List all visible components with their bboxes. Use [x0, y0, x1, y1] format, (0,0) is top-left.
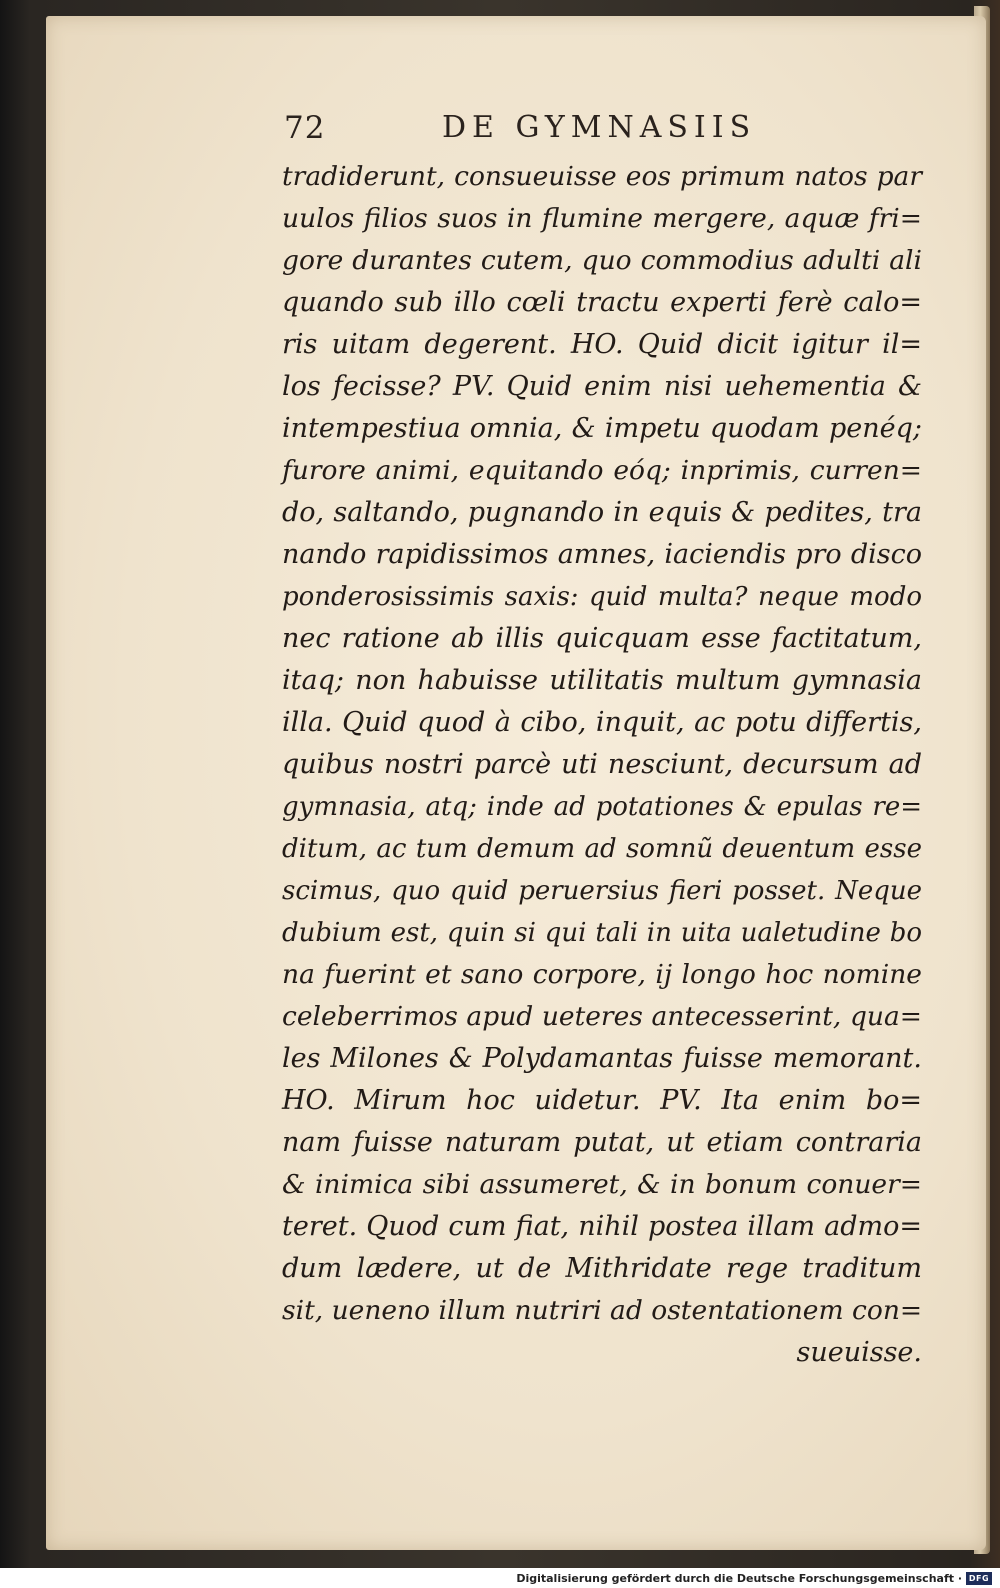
text-line: furore animi, equitando eóq; inprimis, curren= — [282, 455, 922, 486]
text-line: scimus, quo quid peruersius fieri posset. Neque — [282, 876, 922, 906]
text-line: sit, ueneno illum nutriri ad ostentationem con= — [282, 1295, 923, 1326]
text-line: nando rapidissimos amnes, iaciendis pro disco — [282, 539, 922, 570]
text-line: ponderosissimis saxis: quid multa? neque modo — [282, 582, 922, 612]
text-line: teret. Quod cum fiat, nihil postea illam admo= — [282, 1211, 922, 1242]
running-head: DE GYMNASIIS — [442, 110, 757, 145]
funding-credit: Digitalisierung gefördert durch die Deutsche Forschungsgemeinschaft · — [516, 1572, 962, 1585]
text-line: ris uitam degerent. HO. Quid dicit igitur il= — [282, 329, 922, 360]
text-line: tradiderunt, consueuisse eos primum natos par — [282, 161, 922, 192]
text-line: quando sub illo cœli tractu experti ferè calo= — [282, 287, 922, 318]
text-line: ditum, ac tum demum ad somnũ deuentum esse — [282, 834, 922, 864]
text-line: nam fuisse naturam putat, ut etiam contraria — [282, 1127, 922, 1158]
text-line: celeberrimos apud ueteres antecesserint, qua= — [282, 1001, 922, 1032]
body-text — [282, 156, 922, 1374]
text-line: quibus nostri parcè uti nesciunt, decursum ad — [282, 749, 922, 780]
text-line: gore durantes cutem, quo commodius adulti ali — [282, 245, 922, 276]
text-line-final: sueuisse. — [796, 1337, 922, 1368]
text-line: nec ratione ab illis quicquam esse factitatum, — [282, 623, 922, 654]
text-line: HO. Mirum hoc uidetur. PV. Ita enim bo= — [282, 1085, 922, 1116]
page-header — [284, 110, 764, 150]
text-line: & inimica sibi assumeret, & in bonum conuer= — [282, 1169, 922, 1200]
text-line: na fuerint et sano corpore, ij longo hoc nomine — [282, 959, 922, 990]
text-line: dubium est, quin si qui tali in uita ualetudine bo — [282, 918, 922, 948]
text-line: illa. Quid quod à cibo, inquit, ac potu differtis, — [282, 707, 922, 738]
text-line: intempestiua omnia, & impetu quodam penéq; — [282, 413, 922, 444]
text-line: los fecisse? PV. Quid enim nisi uehementia & — [282, 371, 922, 402]
page-number: 72 — [284, 110, 326, 146]
text-line: uulos filios suos in flumine mergere, aquæ fri= — [282, 203, 922, 234]
text-line: gymnasia, atq; inde ad potationes & epulas re= — [282, 792, 922, 822]
dfg-logo-icon: DFG — [966, 1572, 992, 1585]
text-line: les Milones & Polydamantas fuisse memorant. — [282, 1043, 922, 1074]
text-line: dum lædere, ut de Mithridate rege traditum — [282, 1253, 922, 1284]
text-line: itaq; non habuisse utilitatis multum gymnasia — [282, 665, 922, 696]
text-line: do, saltando, pugnando in equis & pedites, tra — [282, 497, 922, 528]
